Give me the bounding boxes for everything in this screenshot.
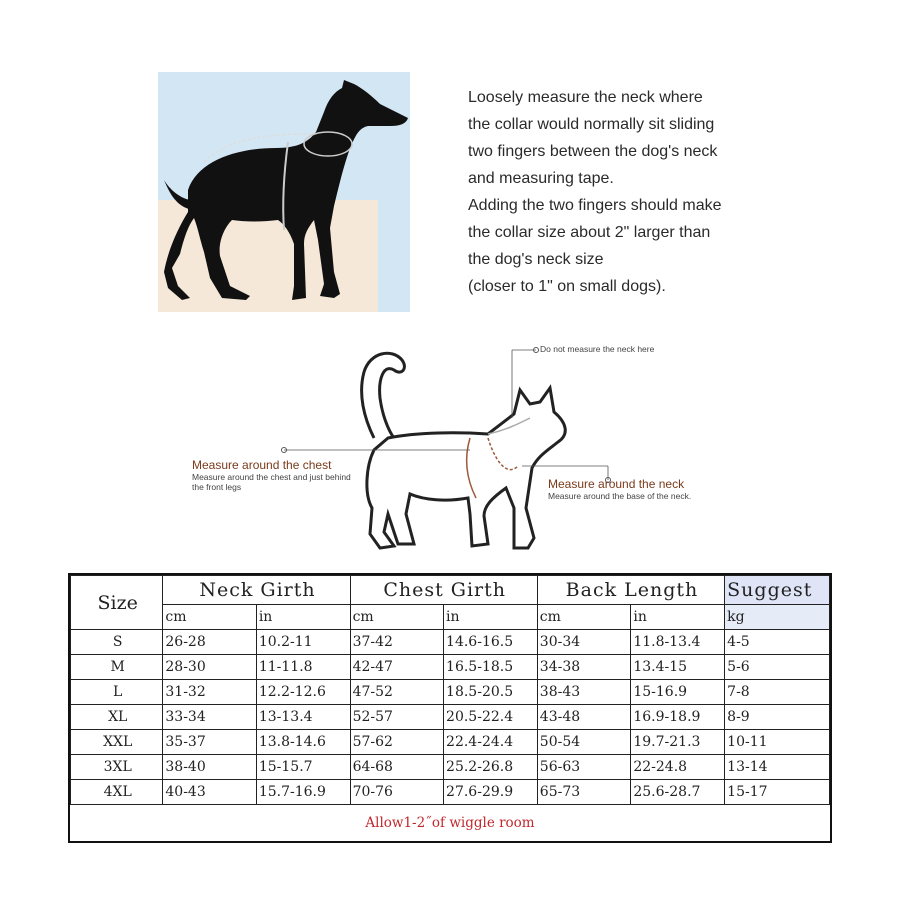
size-cell: XL xyxy=(71,705,163,730)
table-cell: 19.7-21.3 xyxy=(631,730,725,755)
table-cell: 16.9-18.9 xyxy=(631,705,725,730)
table-cell: 16.5-18.5 xyxy=(444,655,538,680)
unit-cell: cm xyxy=(537,605,631,630)
unit-cell: kg xyxy=(725,605,830,630)
table-row xyxy=(71,655,830,680)
table-cell: 14.6-16.5 xyxy=(444,630,538,655)
unit-cell: cm xyxy=(163,605,256,630)
table-cell: 8-9 xyxy=(725,705,830,730)
size-column-header: Size xyxy=(71,576,163,630)
table-cell: 38-40 xyxy=(163,755,256,780)
size-chart xyxy=(68,573,832,843)
table-cell: 13.4-15 xyxy=(631,655,725,680)
chest-callout xyxy=(192,458,362,492)
table-cell: 47-52 xyxy=(350,680,443,705)
table-row xyxy=(71,630,830,655)
size-cell: M xyxy=(71,655,163,680)
chest-callout-title: Measure around the chest xyxy=(192,458,332,472)
table-cell: 34-38 xyxy=(537,655,631,680)
size-cell: L xyxy=(71,680,163,705)
table-cell: 43-48 xyxy=(537,705,631,730)
suggest-header: Suggest xyxy=(725,576,830,605)
instruction-line: the dog's neck size xyxy=(468,251,604,268)
instruction-line: two fingers between the dog's neck xyxy=(468,143,718,160)
table-cell: 30-34 xyxy=(537,630,631,655)
table-row xyxy=(71,755,830,780)
table-cell: 56-63 xyxy=(537,755,631,780)
size-cell: 4XL xyxy=(71,780,163,805)
cat-measurement-diagram xyxy=(188,338,728,556)
table-cell: 42-47 xyxy=(350,655,443,680)
table-cell: 11-11.8 xyxy=(256,655,350,680)
size-cell: XXL xyxy=(71,730,163,755)
dog-measurement-image xyxy=(158,72,410,312)
unit-cell: in xyxy=(256,605,350,630)
neck-warning-text: Do not measure the neck here xyxy=(540,344,655,354)
table-cell: 38-43 xyxy=(537,680,631,705)
table-row xyxy=(71,730,830,755)
neck-girth-header: Neck Girth xyxy=(163,576,350,605)
chest-callout-subtitle: Measure around the chest and just behind the front legs xyxy=(192,472,351,492)
table-cell: 13-14 xyxy=(725,755,830,780)
table-cell: 64-68 xyxy=(350,755,443,780)
size-table xyxy=(70,575,830,805)
table-cell: 22.4-24.4 xyxy=(444,730,538,755)
table-cell: 57-62 xyxy=(350,730,443,755)
dog-silhouette xyxy=(158,72,410,312)
cat-outline xyxy=(188,338,728,556)
table-cell: 13-13.4 xyxy=(256,705,350,730)
table-unit-row xyxy=(71,605,830,630)
neck-measure-instructions xyxy=(468,84,798,300)
unit-cell: in xyxy=(444,605,538,630)
table-cell: 50-54 xyxy=(537,730,631,755)
table-cell: 11.8-13.4 xyxy=(631,630,725,655)
table-cell: 15-15.7 xyxy=(256,755,350,780)
size-rows xyxy=(71,630,830,805)
instruction-line: Loosely measure the neck where xyxy=(468,89,703,106)
table-cell: 12.2-12.6 xyxy=(256,680,350,705)
table-cell: 15-16.9 xyxy=(631,680,725,705)
table-cell: 25.6-28.7 xyxy=(631,780,725,805)
table-cell: 20.5-22.4 xyxy=(444,705,538,730)
instruction-line: the collar would normally sit sliding xyxy=(468,116,715,133)
table-cell: 31-32 xyxy=(163,680,256,705)
table-cell: 13.8-14.6 xyxy=(256,730,350,755)
table-cell: 28-30 xyxy=(163,655,256,680)
neck-callout-subtitle: Measure around the base of the neck. xyxy=(548,491,692,501)
neck-callout-title: Measure around the neck xyxy=(548,477,685,491)
instruction-line: (closer to 1" on small dogs). xyxy=(468,278,666,295)
unit-cell: cm xyxy=(350,605,443,630)
table-header-row xyxy=(71,576,830,605)
table-cell: 35-37 xyxy=(163,730,256,755)
table-cell: 27.6-29.9 xyxy=(444,780,538,805)
table-cell: 26-28 xyxy=(163,630,256,655)
table-row xyxy=(71,705,830,730)
table-row xyxy=(71,680,830,705)
table-cell: 52-57 xyxy=(350,705,443,730)
table-cell: 10-11 xyxy=(725,730,830,755)
table-cell: 7-8 xyxy=(725,680,830,705)
table-cell: 10.2-11 xyxy=(256,630,350,655)
table-cell: 4-5 xyxy=(725,630,830,655)
table-cell: 37-42 xyxy=(350,630,443,655)
instruction-line: Adding the two fingers should make xyxy=(468,197,722,214)
neck-warning-callout xyxy=(540,344,654,354)
chest-girth-header: Chest Girth xyxy=(350,576,537,605)
unit-cell: in xyxy=(631,605,725,630)
table-row xyxy=(71,780,830,805)
neck-callout xyxy=(548,477,726,501)
table-cell: 15.7-16.9 xyxy=(256,780,350,805)
table-cell: 40-43 xyxy=(163,780,256,805)
instruction-line: and measuring tape. xyxy=(468,170,614,187)
table-cell: 33-34 xyxy=(163,705,256,730)
table-cell: 65-73 xyxy=(537,780,631,805)
table-cell: 70-76 xyxy=(350,780,443,805)
instruction-line: the collar size about 2" larger than xyxy=(468,224,711,241)
size-cell: 3XL xyxy=(71,755,163,780)
table-cell: 15-17 xyxy=(725,780,830,805)
table-cell: 22-24.8 xyxy=(631,755,725,780)
table-cell: 18.5-20.5 xyxy=(444,680,538,705)
wiggle-room-note: Allow1-2˝of wiggle room xyxy=(365,815,535,831)
back-length-header: Back Length xyxy=(537,576,724,605)
size-cell: S xyxy=(71,630,163,655)
table-cell: 25.2-26.8 xyxy=(444,755,538,780)
table-cell: 5-6 xyxy=(725,655,830,680)
